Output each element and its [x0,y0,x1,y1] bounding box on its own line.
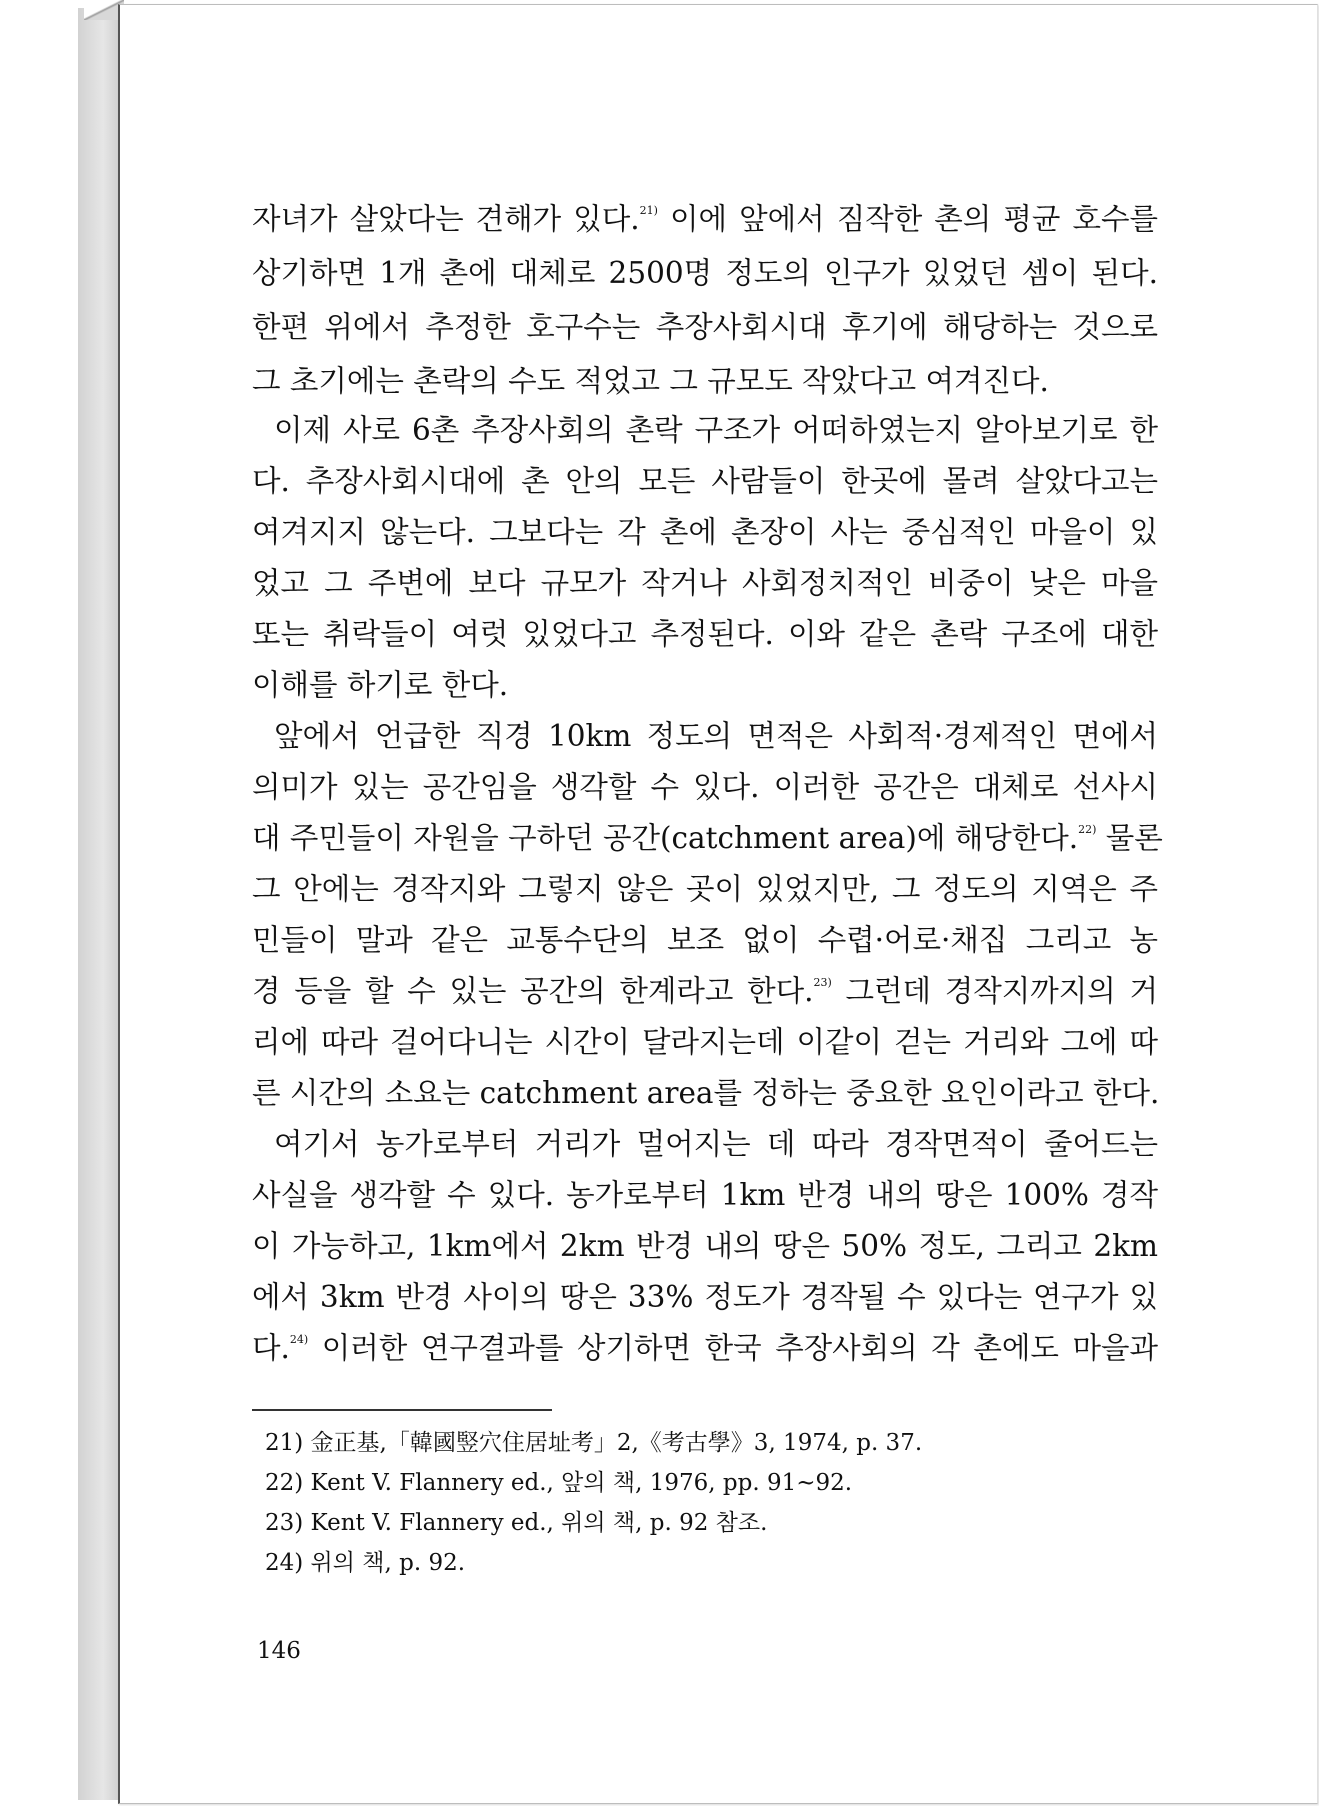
footnote-divider [252,1409,552,1411]
footnote-ref[interactable]: 23) [813,976,832,989]
text-line: 다.$^{24)}$ 이러한 연구결과를 상기하면 한국 추장사회의 각 촌에도 마을과 [252,1331,1158,1365]
footnote-ref[interactable]: 22) [1078,823,1097,836]
text-line: 이해를 하기로 한다. [252,668,509,702]
text-line: 그 안에는 경작지와 그렇지 않은 곳이 있었지만, 그 정도의 지역은 주 [252,872,1158,906]
text-line: 이 가능하고, 1km에서 2km 반경 내의 땅은 50% 정도, 그리고 2km [252,1229,1158,1263]
text-line: 한편 위에서 추정한 호구수는 추장사회시대 후기에 해당하는 것으로 [252,310,1158,344]
text-line: 자녀가 살았다는 견해가 있다.$^{21)}$ 이에 앞에서 짐작한 촌의 평균 호수를 [252,202,1158,236]
text-line: 리에 따라 걸어다니는 시간이 달라지는데 이같이 걷는 거리와 그에 따 [252,1025,1158,1059]
text-line: 른 시간의 소요는 catchment area를 정하는 중요한 요인이라고 한다. [252,1076,1160,1110]
footnote: 21) 金正基,「韓國竪穴住居址考」2,《考古學》3, 1974, p. 37. [265,1430,923,1456]
text-line: 여기서 농가로부터 거리가 멀어지는 데 따라 경작면적이 줄어드는 [274,1127,1158,1161]
text-line: 또는 취락들이 여럿 있었다고 추정된다. 이와 같은 촌락 구조에 대한 [252,617,1158,651]
text-line: 이제 사로 6촌 추장사회의 촌락 구조가 어떠하였는지 알아보기로 한 [274,413,1158,447]
footnote-ref[interactable]: 24) [289,1333,309,1346]
text-line: 의미가 있는 공간임을 생각할 수 있다. 이러한 공간은 대체로 선사시 [252,770,1158,804]
footnote: 24) 위의 책, p. 92. [265,1550,466,1576]
footnote-ref[interactable]: 21) [639,204,658,217]
text-line: 다. 추장사회시대에 촌 안의 모든 사람들이 한곳에 몰려 살았다고는 [252,464,1158,498]
page-number: 146 [257,1638,301,1664]
text-line: 사실을 생각할 수 있다. 농가로부터 1km 반경 내의 땅은 100% 경작 [252,1178,1158,1212]
text-line: 상기하면 1개 촌에 대체로 2500명 정도의 인구가 있었던 셈이 된다. [252,256,1158,290]
text-line: 었고 그 주변에 보다 규모가 작거나 사회정치적인 비중이 낮은 마을 [252,566,1158,600]
text-line: 경 등을 할 수 있는 공간의 한계라고 한다.$^{23)}$ 그런데 경작지까지의 거 [252,974,1158,1008]
footnote: 23) Kent V. Flannery ed., 위의 책, p. 92 참조. [265,1510,768,1536]
footnote: 22) Kent V. Flannery ed., 앞의 책, 1976, pp. 91~92. [265,1470,853,1496]
text-line: 여겨지지 않는다. 그보다는 각 촌에 촌장이 사는 중심적인 마을이 있 [252,515,1158,549]
text-line: 민들이 말과 같은 교통수단의 보조 없이 수렵·어로·채집 그리고 농 [252,923,1158,957]
text-line: 앞에서 언급한 직경 10km 정도의 면적은 사회적·경제적인 면에서 [274,719,1158,753]
text-line: 대 주민들이 자원을 구하던 공간(catchment area)에 해당한다.$^{22)}$ 물론 [252,821,1163,855]
text-line: 에서 3km 반경 사이의 땅은 33% 정도가 경작될 수 있다는 연구가 있 [252,1280,1158,1314]
text-line: 그 초기에는 촌락의 수도 적었고 그 규모도 작았다고 여겨진다. [252,364,1049,398]
book-spine [78,8,120,1800]
